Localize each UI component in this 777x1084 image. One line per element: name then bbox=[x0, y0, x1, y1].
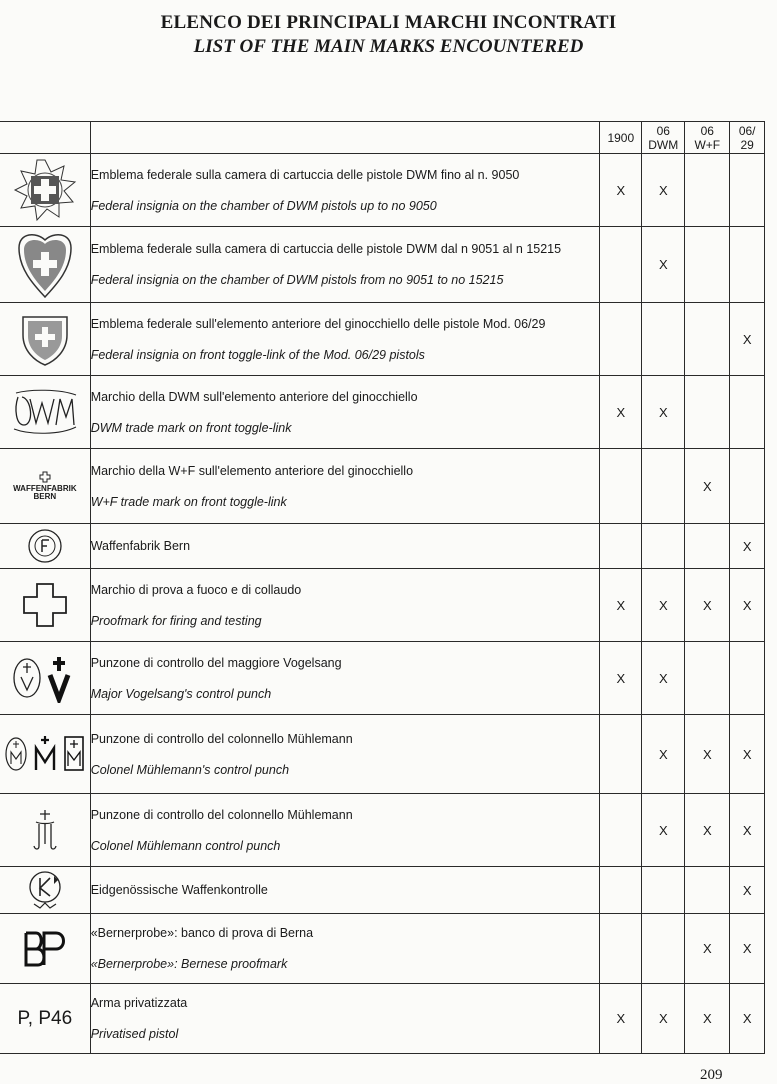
english-description: Federal insignia on the chamber of DWM pistols from no 9051 to no 15215 bbox=[90, 273, 504, 287]
description-cell bbox=[90, 449, 600, 524]
table-row bbox=[0, 376, 765, 449]
italian-description: Waffenfabrik Bern bbox=[90, 539, 191, 553]
bernerprobe-bp-icon bbox=[20, 929, 70, 969]
mark-06-dwm bbox=[642, 914, 685, 984]
table-row bbox=[0, 227, 765, 303]
mark-06-29 bbox=[730, 376, 765, 449]
italian-description: Emblema federale sulla camera di cartuccia delle pistole DWM fino al n. 9050 bbox=[90, 167, 520, 182]
mark-1900: X bbox=[600, 154, 642, 227]
mark-06-dwm: X bbox=[642, 154, 685, 227]
header-blank-cell bbox=[90, 122, 600, 154]
italian-description: Eidgenössische Waffenkontrolle bbox=[90, 883, 268, 897]
column-header-06-dwm: 06 DWM bbox=[642, 122, 685, 154]
table-row bbox=[0, 569, 765, 642]
mark-06-wf bbox=[685, 867, 730, 914]
description-cell bbox=[90, 376, 600, 449]
mark-06-dwm: X bbox=[642, 642, 685, 715]
cross-outline-icon bbox=[22, 582, 68, 628]
mark-1900 bbox=[600, 914, 642, 984]
mark-06-wf bbox=[685, 154, 730, 227]
mark-cell bbox=[0, 449, 90, 524]
mark-06-29 bbox=[730, 227, 765, 303]
mark-06-29 bbox=[730, 154, 765, 227]
mark-1900 bbox=[600, 794, 642, 867]
mark-1900 bbox=[600, 303, 642, 376]
mark-06-dwm: X bbox=[642, 569, 685, 642]
mark-cell bbox=[0, 642, 90, 715]
mark-06-wf: X bbox=[685, 794, 730, 867]
english-description: Colonel Mühlemann's control punch bbox=[90, 762, 290, 777]
table-row bbox=[0, 642, 765, 715]
table-row bbox=[0, 715, 765, 794]
mark-06-29: X bbox=[730, 914, 765, 984]
table-row bbox=[0, 984, 765, 1054]
description-cell bbox=[90, 227, 600, 303]
table-row bbox=[0, 914, 765, 984]
mark-1900 bbox=[600, 715, 642, 794]
english-description: Colonel Mühlemann control punch bbox=[90, 838, 281, 853]
mark-06-29 bbox=[730, 642, 765, 715]
mark-06-dwm: X bbox=[642, 376, 685, 449]
waffenfabrik-text: WAFFENFABRIK bbox=[13, 484, 77, 493]
mark-cell bbox=[0, 794, 90, 867]
description-cell bbox=[90, 715, 600, 794]
mark-06-wf bbox=[685, 524, 730, 569]
description-cell bbox=[90, 569, 600, 642]
mark-06-dwm: X bbox=[642, 715, 685, 794]
english-description: «Bernerprobe»: Bernese proofmark bbox=[90, 957, 288, 971]
mark-cell bbox=[0, 569, 90, 642]
mark-06-dwm bbox=[642, 867, 685, 914]
description-cell bbox=[90, 914, 600, 984]
page-number: 209 bbox=[700, 1067, 723, 1083]
column-header-1900: 1900 bbox=[600, 122, 642, 154]
column-header-06-29: 06/ 29 bbox=[730, 122, 765, 154]
waffenfabrik-bern-logo-icon bbox=[0, 471, 90, 501]
federal-heart-shield-icon bbox=[13, 230, 77, 300]
mark-06-wf bbox=[685, 376, 730, 449]
mark-06-wf: X bbox=[685, 449, 730, 524]
dwm-monogram-icon bbox=[10, 387, 80, 437]
mark-06-wf: X bbox=[685, 984, 730, 1054]
mark-06-wf: X bbox=[685, 715, 730, 794]
italian-description: «Bernerprobe»: banco di prova di Berna bbox=[90, 926, 314, 940]
description-cell bbox=[90, 524, 600, 569]
mark-06-wf bbox=[685, 227, 730, 303]
mark-cell bbox=[0, 984, 90, 1054]
column-header-06-wf: 06 W+F bbox=[685, 122, 730, 154]
table-header-row bbox=[0, 122, 765, 154]
italian-description: Marchio della W+F sull'elemento anteriore del ginocchiello bbox=[90, 463, 414, 478]
mark-1900: X bbox=[600, 642, 642, 715]
table-row bbox=[0, 154, 765, 227]
english-description: Federal insignia on front toggle-link of the Mod. 06/29 pistols bbox=[90, 347, 425, 362]
mark-06-dwm: X bbox=[642, 227, 685, 303]
p-p46-text: P, P46 bbox=[17, 1007, 73, 1029]
mark-06-29: X bbox=[730, 569, 765, 642]
mark-cell bbox=[0, 154, 90, 227]
mark-06-29: X bbox=[730, 715, 765, 794]
italian-description: Emblema federale sulla camera di cartuccia delle pistole DWM dal n 9051 al n 15215 bbox=[90, 242, 562, 256]
mark-cell bbox=[0, 867, 90, 914]
italian-description: Punzone di controllo del maggiore Vogelsang bbox=[90, 655, 342, 670]
mark-1900: X bbox=[600, 984, 642, 1054]
marks-table bbox=[0, 121, 765, 1054]
italian-description: Punzone di controllo del colonnello Mühlemann bbox=[90, 731, 353, 746]
table-row bbox=[0, 449, 765, 524]
description-cell bbox=[90, 303, 600, 376]
table-row bbox=[0, 524, 765, 569]
mark-cell bbox=[0, 227, 90, 303]
mark-1900 bbox=[600, 449, 642, 524]
mark-06-wf bbox=[685, 303, 730, 376]
english-description: Major Vogelsang's control punch bbox=[90, 686, 272, 701]
italian-description: Marchio di prova a fuoco e di collaudo bbox=[90, 582, 302, 597]
mark-06-29: X bbox=[730, 984, 765, 1054]
mark-06-29 bbox=[730, 449, 765, 524]
mark-06-dwm bbox=[642, 449, 685, 524]
description-cell bbox=[90, 984, 600, 1054]
table-row bbox=[0, 867, 765, 914]
description-cell bbox=[90, 154, 600, 227]
mark-06-wf bbox=[685, 642, 730, 715]
muhlemann-m-punch-icon bbox=[3, 734, 87, 774]
mark-06-dwm bbox=[642, 524, 685, 569]
italian-description: Emblema federale sull'elemento anteriore del ginocchiello delle pistole Mod. 06/29 bbox=[90, 316, 546, 331]
small-cross-icon bbox=[39, 471, 51, 483]
english-description: Privatised pistol bbox=[90, 1027, 179, 1041]
header-blank-cell bbox=[0, 122, 90, 154]
table-row bbox=[0, 794, 765, 867]
federal-star-cross-icon bbox=[13, 158, 77, 222]
description-cell bbox=[90, 642, 600, 715]
mark-cell bbox=[0, 524, 90, 569]
italian-description: Arma privatizzata bbox=[90, 996, 188, 1010]
mark-06-dwm: X bbox=[642, 794, 685, 867]
english-description: Federal insignia on the chamber of DWM pistols up to no 9050 bbox=[90, 198, 437, 213]
mark-cell bbox=[0, 303, 90, 376]
english-description: DWM trade mark on front toggle-link bbox=[90, 420, 292, 435]
table-row bbox=[0, 303, 765, 376]
description-cell bbox=[90, 794, 600, 867]
english-description: Proofmark for firing and testing bbox=[90, 613, 262, 628]
vogelsang-punch-icon bbox=[9, 653, 81, 703]
mark-06-29: X bbox=[730, 794, 765, 867]
page-title-italian: ELENCO DEI PRINCIPALI MARCHI INCONTRATI bbox=[160, 12, 617, 33]
mark-1900: X bbox=[600, 376, 642, 449]
mark-06-wf: X bbox=[685, 569, 730, 642]
page-title-english: LIST OF THE MAIN MARKS ENCOUNTERED bbox=[193, 36, 584, 57]
italian-description: Marchio della DWM sull'elemento anteriore del ginocchiello bbox=[90, 389, 418, 404]
description-cell bbox=[90, 867, 600, 914]
mark-1900 bbox=[600, 227, 642, 303]
k-circle-icon bbox=[26, 870, 64, 910]
mark-06-29: X bbox=[730, 524, 765, 569]
mark-06-29: X bbox=[730, 867, 765, 914]
mark-06-wf: X bbox=[685, 914, 730, 984]
f-circle-icon bbox=[27, 528, 63, 564]
english-description: W+F trade mark on front toggle-link bbox=[90, 494, 287, 509]
mark-cell bbox=[0, 376, 90, 449]
mark-06-29: X bbox=[730, 303, 765, 376]
italian-description: Punzone di controllo del colonnello Mühlemann bbox=[90, 807, 353, 822]
mark-1900: X bbox=[600, 569, 642, 642]
federal-shield-icon bbox=[17, 311, 73, 367]
mark-1900 bbox=[600, 867, 642, 914]
mark-06-dwm bbox=[642, 303, 685, 376]
mark-06-dwm: X bbox=[642, 984, 685, 1054]
mark-1900 bbox=[600, 524, 642, 569]
mark-cell bbox=[0, 914, 90, 984]
bern-text: BERN bbox=[33, 492, 57, 501]
muhlemann-monogram-icon bbox=[30, 808, 60, 852]
mark-cell bbox=[0, 715, 90, 794]
